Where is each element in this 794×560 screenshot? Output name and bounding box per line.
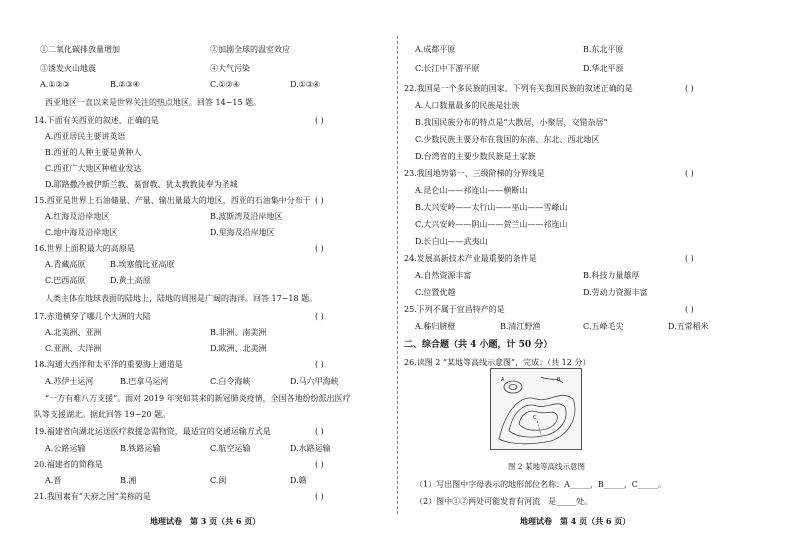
- answer-blank[interactable]: ( ): [685, 254, 694, 263]
- left-text-line: 20.福建省的简称是: [34, 460, 103, 469]
- left-text-line: C.①②④: [210, 80, 240, 89]
- left-text-line: ③诱发火山地震: [40, 64, 96, 73]
- page-divider: [397, 36, 398, 514]
- right-text-line: C.长江中下游平原: [415, 64, 480, 73]
- right-text-line: 24.发展高新技术产业最重要的条件是: [404, 254, 537, 263]
- left-text-line: B.波斯湾及沿岸地区: [210, 212, 283, 221]
- answer-blank[interactable]: ( ): [315, 492, 324, 501]
- left-text-line: 15.西亚是世界上石油储量、产量、输出量最大的地区，西亚的石油集中分布于: [34, 196, 311, 205]
- left-text-line: A.晋: [45, 476, 62, 485]
- left-text-line: ①二氧化碳排放量增加: [40, 45, 120, 54]
- left-text-line: A.西亚居民主要讲英语: [45, 132, 126, 141]
- svg-text:B: B: [557, 377, 561, 383]
- left-text-line: B.②③④: [110, 80, 140, 89]
- answer-blank[interactable]: ( ): [315, 427, 324, 436]
- section-title: 二、综合题（共 4 小题，计 50 分）: [404, 340, 553, 350]
- right-text-line: B.清江野渔: [500, 322, 541, 331]
- left-text-line: C.地中海及沿岸地区: [45, 228, 118, 237]
- left-text-line: D.里海及沿岸地区: [210, 228, 275, 237]
- left-text-line: 14.下面有关西亚的叙述，正确的是: [34, 116, 159, 125]
- right-text-line: A.人口数量最多的民族是壮族: [415, 101, 520, 110]
- left-text-line: D.黄土高原: [110, 276, 151, 285]
- left-text-line: A.①②③: [40, 80, 70, 89]
- right-text-line: 26.读图 2 “某地等高线示意图”，完成：（共 12 分）: [404, 358, 591, 367]
- right-text-line: （2）图中①②两处可能发育有河流 是_____处。: [415, 497, 593, 506]
- left-text-line: D.马六甲海峡: [290, 377, 339, 386]
- svg-text:A: A: [501, 377, 505, 383]
- right-text-line: B.东北平原: [583, 45, 624, 54]
- answer-blank[interactable]: ( ): [315, 460, 324, 469]
- right-text-line: 23.我国地势第一、三级阶梯的分界线是: [404, 169, 545, 178]
- right-text-line: 22.我国是一个多民族的国家，下列有关我国民族的叙述正确的是: [404, 84, 633, 93]
- left-text-line: A.北美洲、亚洲: [45, 328, 102, 337]
- left-text-line: D.赣: [290, 476, 307, 485]
- left-text-line: B.埃塞俄比亚高原: [110, 260, 175, 269]
- left-footer: 地理试卷 第 3 页（共 6 页）: [150, 516, 261, 526]
- left-text-line: 人类主体在地球表面的陆地上，陆地的周围是广阔的海洋。回答 17~18 题。: [45, 294, 318, 303]
- left-text-line: ②加剧全球的温室效应: [210, 45, 290, 54]
- answer-blank[interactable]: ( ): [685, 84, 694, 93]
- right-text-line: C.大兴安岭——阴山——贺兰山——祁连山: [415, 220, 568, 229]
- left-text-line: D.①③④: [290, 80, 321, 89]
- left-text-line: B.湘: [120, 476, 137, 485]
- answer-blank[interactable]: ( ): [315, 360, 324, 369]
- left-text-line: 西亚地区一直以来是世界关注的热点地区。回答 14~15 题。: [45, 98, 262, 107]
- answer-blank[interactable]: ( ): [315, 244, 324, 253]
- right-text-line: D.五常稻米: [668, 322, 709, 331]
- left-text-line: C.亚洲、大洋洲: [45, 344, 102, 353]
- right-text-line: D.劳动力资源丰富: [583, 288, 648, 297]
- right-text-line: C.五峰毛尖: [583, 322, 624, 331]
- right-text-line: D.台湾省的主要少数民族是土家族: [415, 152, 536, 161]
- svg-text:C: C: [533, 415, 537, 421]
- answer-blank[interactable]: ( ): [315, 312, 324, 321]
- left-text-line: B.巴拿马运河: [120, 377, 169, 386]
- left-text-line: A.红海及沿岸地区: [45, 212, 110, 221]
- right-text-line: B.科技力量雄厚: [583, 271, 640, 280]
- left-text-line: C.航空运输: [210, 444, 251, 453]
- left-text-line: “一方有难八方支援”。面对 2019 年突如其来的新冠肺炎疫情，全国各地纷纷派出医疗: [45, 394, 351, 403]
- left-text-line: D.耶路撒冷被伊斯兰教、基督教、犹太教教徒奉为圣城: [45, 180, 238, 189]
- left-text-line: 队等支援湖北。据此回答 19~20 题。: [34, 410, 171, 419]
- contour-map-icon: [491, 369, 581, 449]
- figure-caption: 图 2 某地等高线示意图: [508, 462, 586, 471]
- left-text-line: C.西亚广大地区种植业发达: [45, 164, 142, 173]
- left-text-line: C.巴西高原: [45, 276, 86, 285]
- right-text-line: A.秭归脐橙: [415, 322, 456, 331]
- right-text-line: （1）写出图中字母表示的地形部位名称：A_____，B_____，C_____。: [415, 480, 666, 489]
- right-text-line: A.自然资源丰富: [415, 271, 472, 280]
- right-text-line: B.我国民族分布的特点是“大散居，小聚居，交错杂居”: [415, 118, 608, 127]
- right-footer: 地理试卷 第 4 页（共 6 页）: [520, 516, 631, 526]
- left-text-line: A.苏伊士运河: [45, 377, 94, 386]
- contour-map-figure: [490, 368, 582, 450]
- right-text-line: 25.下列不属于宜昌特产的是: [404, 305, 505, 314]
- left-text-line: 18.沟通大西洋和太平洋的重要海上通道是: [34, 360, 183, 369]
- right-text-line: C.少数民族主要分布在我国的东南、东北、西北地区: [415, 135, 600, 144]
- right-text-line: B.大兴安岭——太行山——巫山——雪峰山: [415, 203, 568, 212]
- left-text-line: C.闽: [210, 476, 227, 485]
- left-text-line: B.铁路运输: [120, 444, 161, 453]
- left-text-line: 17.赤道横穿了哪几个大洲的大陆: [34, 312, 151, 321]
- answer-blank[interactable]: ( ): [685, 169, 694, 178]
- left-text-line: A.青藏高原: [45, 260, 86, 269]
- answer-blank[interactable]: ( ): [315, 196, 324, 205]
- left-text-line: B.非洲、南美洲: [210, 328, 267, 337]
- left-text-line: ④大气污染: [210, 64, 250, 73]
- left-text-line: 21.我国素有“天府之国”美称的是: [34, 492, 151, 501]
- left-text-line: C.白令海峡: [210, 377, 251, 386]
- left-text-line: D.欧洲、北美洲: [210, 344, 267, 353]
- left-text-line: 19.福建省向湖北运送医疗救援急需物资，最适宜的交通运输方式是: [34, 427, 271, 436]
- left-text-line: 16.世界上面积最大的高原是: [34, 244, 135, 253]
- right-text-line: D.长白山——武夷山: [415, 237, 488, 246]
- answer-blank[interactable]: ( ): [685, 305, 694, 314]
- left-text-line: A.公路运输: [45, 444, 86, 453]
- right-text-line: C.位置优越: [415, 288, 456, 297]
- left-text-line: B.西亚的人种主要是黄种人: [45, 148, 142, 157]
- left-text-line: D.水路运输: [290, 444, 331, 453]
- right-text-line: D.华北平原: [583, 64, 624, 73]
- answer-blank[interactable]: ( ): [315, 116, 324, 125]
- right-text-line: A.昆仑山——祁连山——横断山: [415, 186, 528, 195]
- right-text-line: A.成都平原: [415, 45, 456, 54]
